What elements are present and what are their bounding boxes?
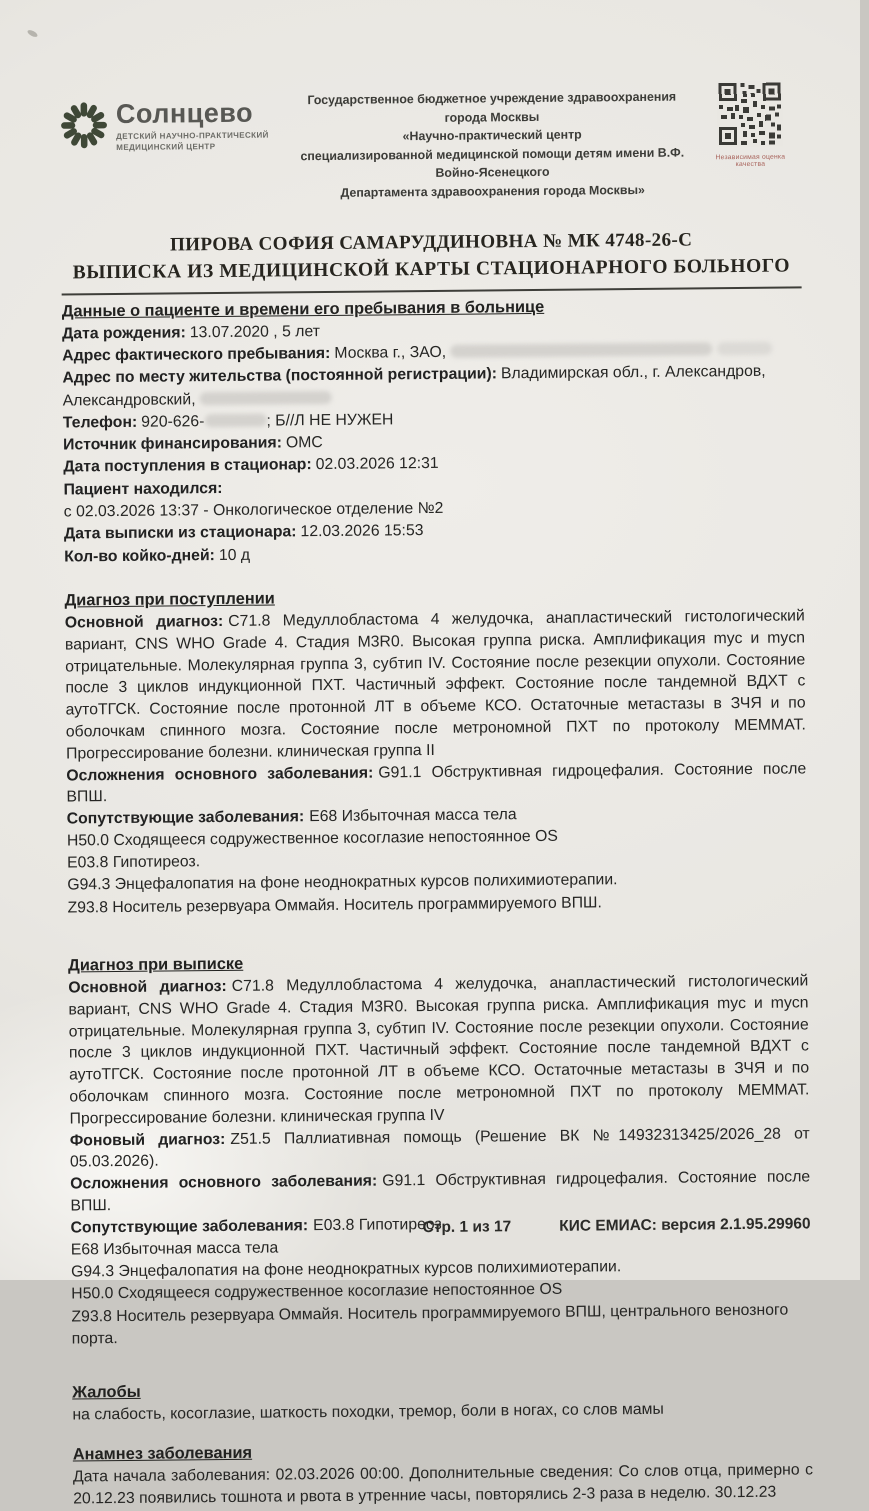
redaction-blur: [717, 342, 772, 356]
complaints-text: на слабость, косоглазие, шаткость походки, тремор, боли в ногах, со слов мамы: [72, 1400, 664, 1424]
qr-block: [700, 80, 801, 168]
org-line: Государственное бюджетное учреждение здравоохранения города Москвы: [307, 89, 677, 125]
patient-name-title: ПИРОВА СОФИЯ САМАРУДДИНОВНА № МК 4748-26-С: [169, 229, 693, 256]
discharge-main-diagnosis: Основной диагноз: С71.8 Медуллобластома 4 желудочка, анапластический гистологический вариант, CNS WHO Grade 4. Стадия M3R0. Высокая группа риска. Амплификация myc и mycn отрицательные. Молекулярная группа 3, субтип IV. Состояние после резекции опухоли. Состояние после 3 циклов индукционной ПХТ. Частичный эффект. Состояние после тандемной ВДХТ с аутоТГСК. Состояние после протонной ЛТ в объеме КСО. Остаточные метастазы в ЗЧЯ и по оболочкам спинного мозга. Состояние после метрономной ПХТ по протоколу MEMMAT. Прогрессирование болезни. клиническая группа IV: [68, 972, 810, 1128]
document-title: [61, 228, 801, 284]
document-type-title: ВЫПИСКА ИЗ МЕДИЦИНСКОЙ КАРТЫ СТАЦИОНАРНОГО БОЛЬНОГО: [72, 255, 791, 284]
qr-caption: Независимая оценка качества: [715, 153, 786, 169]
admission-complications: Осложнения основного заболевания: G91.1 Обструктивная гидроцефалия. Состояние после ВПШ.: [66, 759, 807, 806]
field-bed-days: Кол-во койко-дней: 10 д: [64, 546, 251, 566]
field-department: с 02.03.2026 13:37 - Онкологическое отделение №2: [63, 499, 444, 521]
clinic-logo: [60, 85, 289, 154]
admission-main-diagnosis: Основной диагноз: С71.8 Медуллобластома 4 желудочка, анапластический гистологический вариант, CNS WHO Grade 4. Стадия M3R0. Высокая группа риска. Амплификация myc и mycn отрицательные. Молекулярная группа 3, субтип IV. Состояние после резекции опухоли. Состояние после 3 циклов индукционной ПХТ. Частичный эффект. Состояние после тандемной ВДХТ с аутоТГСК. Состояние после протонной ЛТ в объеме КСО. Остаточные метастазы в ЗЧЯ и по оболочкам спинного мозга. Состояние после метрономной ПХТ по протоколу MEMMAT. Прогрессирование болезни. клиническая группа II: [64, 607, 806, 763]
discharge-background-diagnosis: Фоновый диагноз: Z51.5 Паллиативная помощь (Решение ВК №14932313425/2026_28 от 05.03.2026).: [69, 1125, 810, 1171]
system-version: КИС ЕМИАС: версия 2.1.95.29960: [559, 1215, 811, 1235]
discharge-comorbidities: Сопутствующие заболевания: E03.8 Гипотиреоз.: [70, 1215, 447, 1237]
discharge-complications: Осложнения основного заболевания: G91.1 Обструктивная гидроцефалия. Состояние после ВПШ.: [70, 1168, 811, 1215]
header-divider: [62, 286, 802, 295]
org-line: «Научно-практический центр: [402, 127, 582, 144]
discharge-comorbidity-item: Е68 Избыточная масса тела: [70, 1239, 279, 1259]
field-phone: Телефон: 920-626- ; Б//Л НЕ НУЖЕН: [62, 411, 394, 432]
org-line: Департамента здравоохранения города Москвы»: [340, 182, 645, 200]
discharge-comorbidity-item: H50.0 Сходящееся содружественное косоглазие непостоянное OS: [71, 1281, 563, 1303]
redaction-blur: [204, 413, 266, 427]
field-funding: Источник финансирования: ОМС: [63, 434, 323, 454]
section-heading-admission-diagnosis: Диагноз при поступлении: [64, 589, 275, 610]
sunburst-logo-icon: [60, 101, 109, 154]
organization-name: [288, 81, 701, 203]
redaction-blur: [450, 342, 712, 358]
field-patient-stayed: Пациент находился:: [63, 479, 223, 499]
field-address-registration: Адрес по месту жительства (постоянной регистрации): Владимирская обл., г. Александров, Александровский,: [62, 363, 766, 410]
field-discharge-date: Дата выписки из стационара: 12.03.2026 15:53: [63, 522, 424, 543]
section-heading-patient: Данные о пациенте и времени его пребывания в больнице: [61, 297, 545, 321]
admission-comorbidity-item: H50.0 Сходящееся содружественное косоглазие непостоянное OS: [66, 827, 558, 850]
field-birthdate: Дата рождения: 13.07.2020 , 5 лет: [61, 322, 321, 343]
admission-comorbidity-item: G94.3 Энцефалопатия на фоне неоднократных курсов полихимиотерапии.: [67, 871, 618, 894]
page-number: Стр. 1 из 17: [422, 1218, 512, 1237]
redaction-blur: [200, 390, 332, 404]
admission-comorbidities: Сопутствующие заболевания: Е68 Избыточная масса тела: [66, 806, 517, 828]
org-line: специализированной медицинской помощи детям имени В.Ф. Войно-Ясенецкого: [300, 145, 685, 181]
logo-name: Солнцево: [115, 97, 254, 129]
section-heading-discharge-diagnosis: Диагноз при выписке: [68, 954, 244, 975]
discharge-comorbidity-item: Z93.8 Носитель резервуара Оммайя. Носитель программируемого ВПШ, центрального венозного порта.: [71, 1301, 789, 1348]
discharge-comorbidity-item: G94.3 Энцефалопатия на фоне неоднократных курсов полихимиотерапии.: [70, 1258, 622, 1281]
anamnesis-text: Дата начала заболевания: 02.03.2026 00:00. Дополнительные сведения: Со слов отца, примерно с 20.12.23 появились тошнота и рвота в утренние часы, повторялись 2-3 раза в неделю. 30.12.23: [72, 1461, 814, 1508]
admission-comorbidity-item: E03.8 Гипотиреоз.: [67, 853, 201, 872]
admission-comorbidity-item: Z93.8 Носитель резервуара Оммайя. Носитель программируемого ВПШ.: [67, 894, 602, 917]
section-heading-complaints: Жалобы: [72, 1382, 141, 1402]
letterhead: [60, 80, 801, 205]
section-heading-anamnesis: Анамнез заболевания: [72, 1444, 253, 1464]
field-address-actual: Адрес фактического пребывания: Москва г., ЗАО,: [62, 338, 802, 367]
logo-subtitle: ДЕТСКИЙ НАУЧНО-ПРАКТИЧЕСКИЙ МЕДИЦИНСКИЙ ЦЕНТР: [116, 130, 269, 152]
qr-code-icon: [717, 81, 784, 153]
field-admission-date: Дата поступления в стационар: 02.03.2026 12:31: [63, 455, 439, 476]
